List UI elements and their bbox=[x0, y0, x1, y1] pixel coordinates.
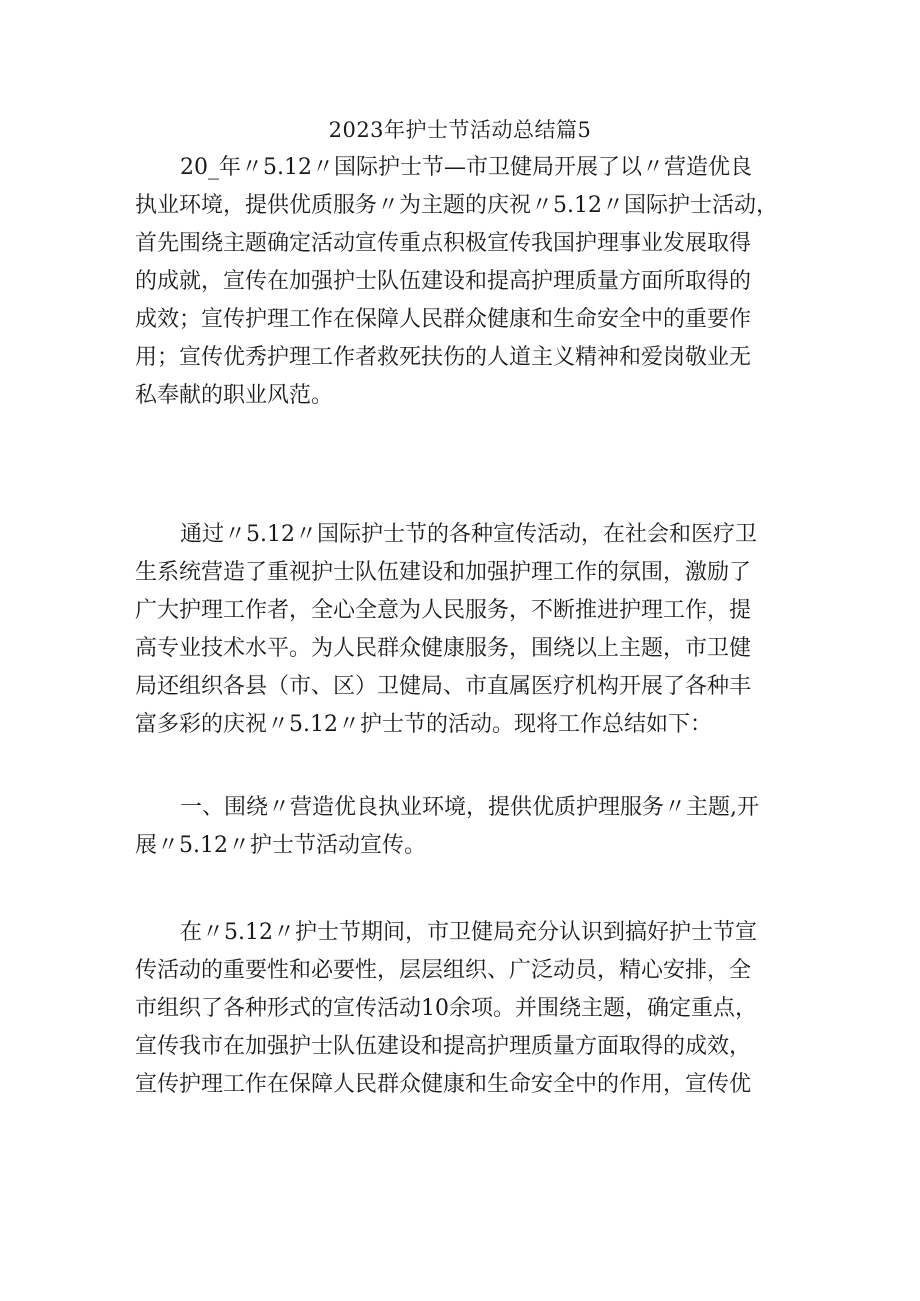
paragraph-line: 成效；宣传护理工作在保障人民群众健康和生命安全中的重要作 bbox=[135, 307, 752, 332]
paragraph-line: 宣传我市在加强护士队伍建设和提高护理质量方面取得的成效， bbox=[135, 1034, 752, 1059]
section-heading-line: 一、围绕〃营造优良执业环境，提供优质护理服务〃主题,开 bbox=[180, 795, 759, 820]
paragraph-line: 宣传护理工作在保障人民群众健康和生命安全中的作用，宣传优 bbox=[135, 1072, 752, 1097]
paragraph-line: 首先围绕主题确定活动宣传重点积极宣传我国护理事业发展取得 bbox=[135, 231, 752, 256]
paragraph-2 bbox=[135, 516, 795, 744]
paragraph-line: 局还组织各县（市、区）卫健局、市直属医疗机构开展了各种丰 bbox=[135, 674, 752, 699]
paragraph-line: 的成就，宣传在加强护士队伍建设和提高护理质量方面所取得的 bbox=[135, 269, 752, 294]
paragraph-line: 广大护理工作者，全心全意为人民服务，不断推进护理工作，提 bbox=[135, 598, 752, 623]
paragraph-line: 通过〃5.12〃国际护士节的各种宣传活动，在社会和医疗卫 bbox=[180, 522, 757, 547]
paragraph-3 bbox=[135, 789, 795, 865]
paragraph-line: 富多彩的庆祝〃5.12〃护士节的活动。现将工作总结如下： bbox=[135, 712, 712, 737]
paragraph-line: 高专业技术水平。为人民群众健康服务，围绕以上主题，市卫健 bbox=[135, 636, 752, 661]
paragraph-1 bbox=[135, 149, 795, 415]
paragraph-line: 执业环境，提供优质服务〃为主题的庆祝〃5.12〃国际护士活动， bbox=[135, 193, 778, 218]
paragraph-line: 市组织了各种形式的宣传活动10余项。并围绕主题，确定重点， bbox=[135, 996, 757, 1021]
paragraph-line: 生系统营造了重视护士队伍建设和加强护理工作的氛围，激励了 bbox=[135, 560, 752, 585]
paragraph-4 bbox=[135, 914, 795, 1104]
paragraph-line: 用；宣传优秀护理工作者救死扶伤的人道主义精神和爱岗敬业无 bbox=[135, 345, 752, 370]
paragraph-line: 在〃5.12〃护士节期间，市卫健局充分认识到搞好护士节宣 bbox=[180, 920, 757, 945]
paragraph-line: 传活动的重要性和必要性，层层组织、广泛动员，精心安排，全 bbox=[135, 958, 752, 983]
paragraph-line: 私奉献的职业风范。 bbox=[135, 383, 334, 408]
section-heading-line: 展〃5.12〃护士节活动宣传。 bbox=[135, 833, 426, 858]
paragraph-line: 20_年〃5.12〃国际护士节—市卫健局开展了以〃营造优良 bbox=[180, 155, 752, 180]
document-title: 2023年护士节活动总结篇5 bbox=[328, 118, 592, 142]
